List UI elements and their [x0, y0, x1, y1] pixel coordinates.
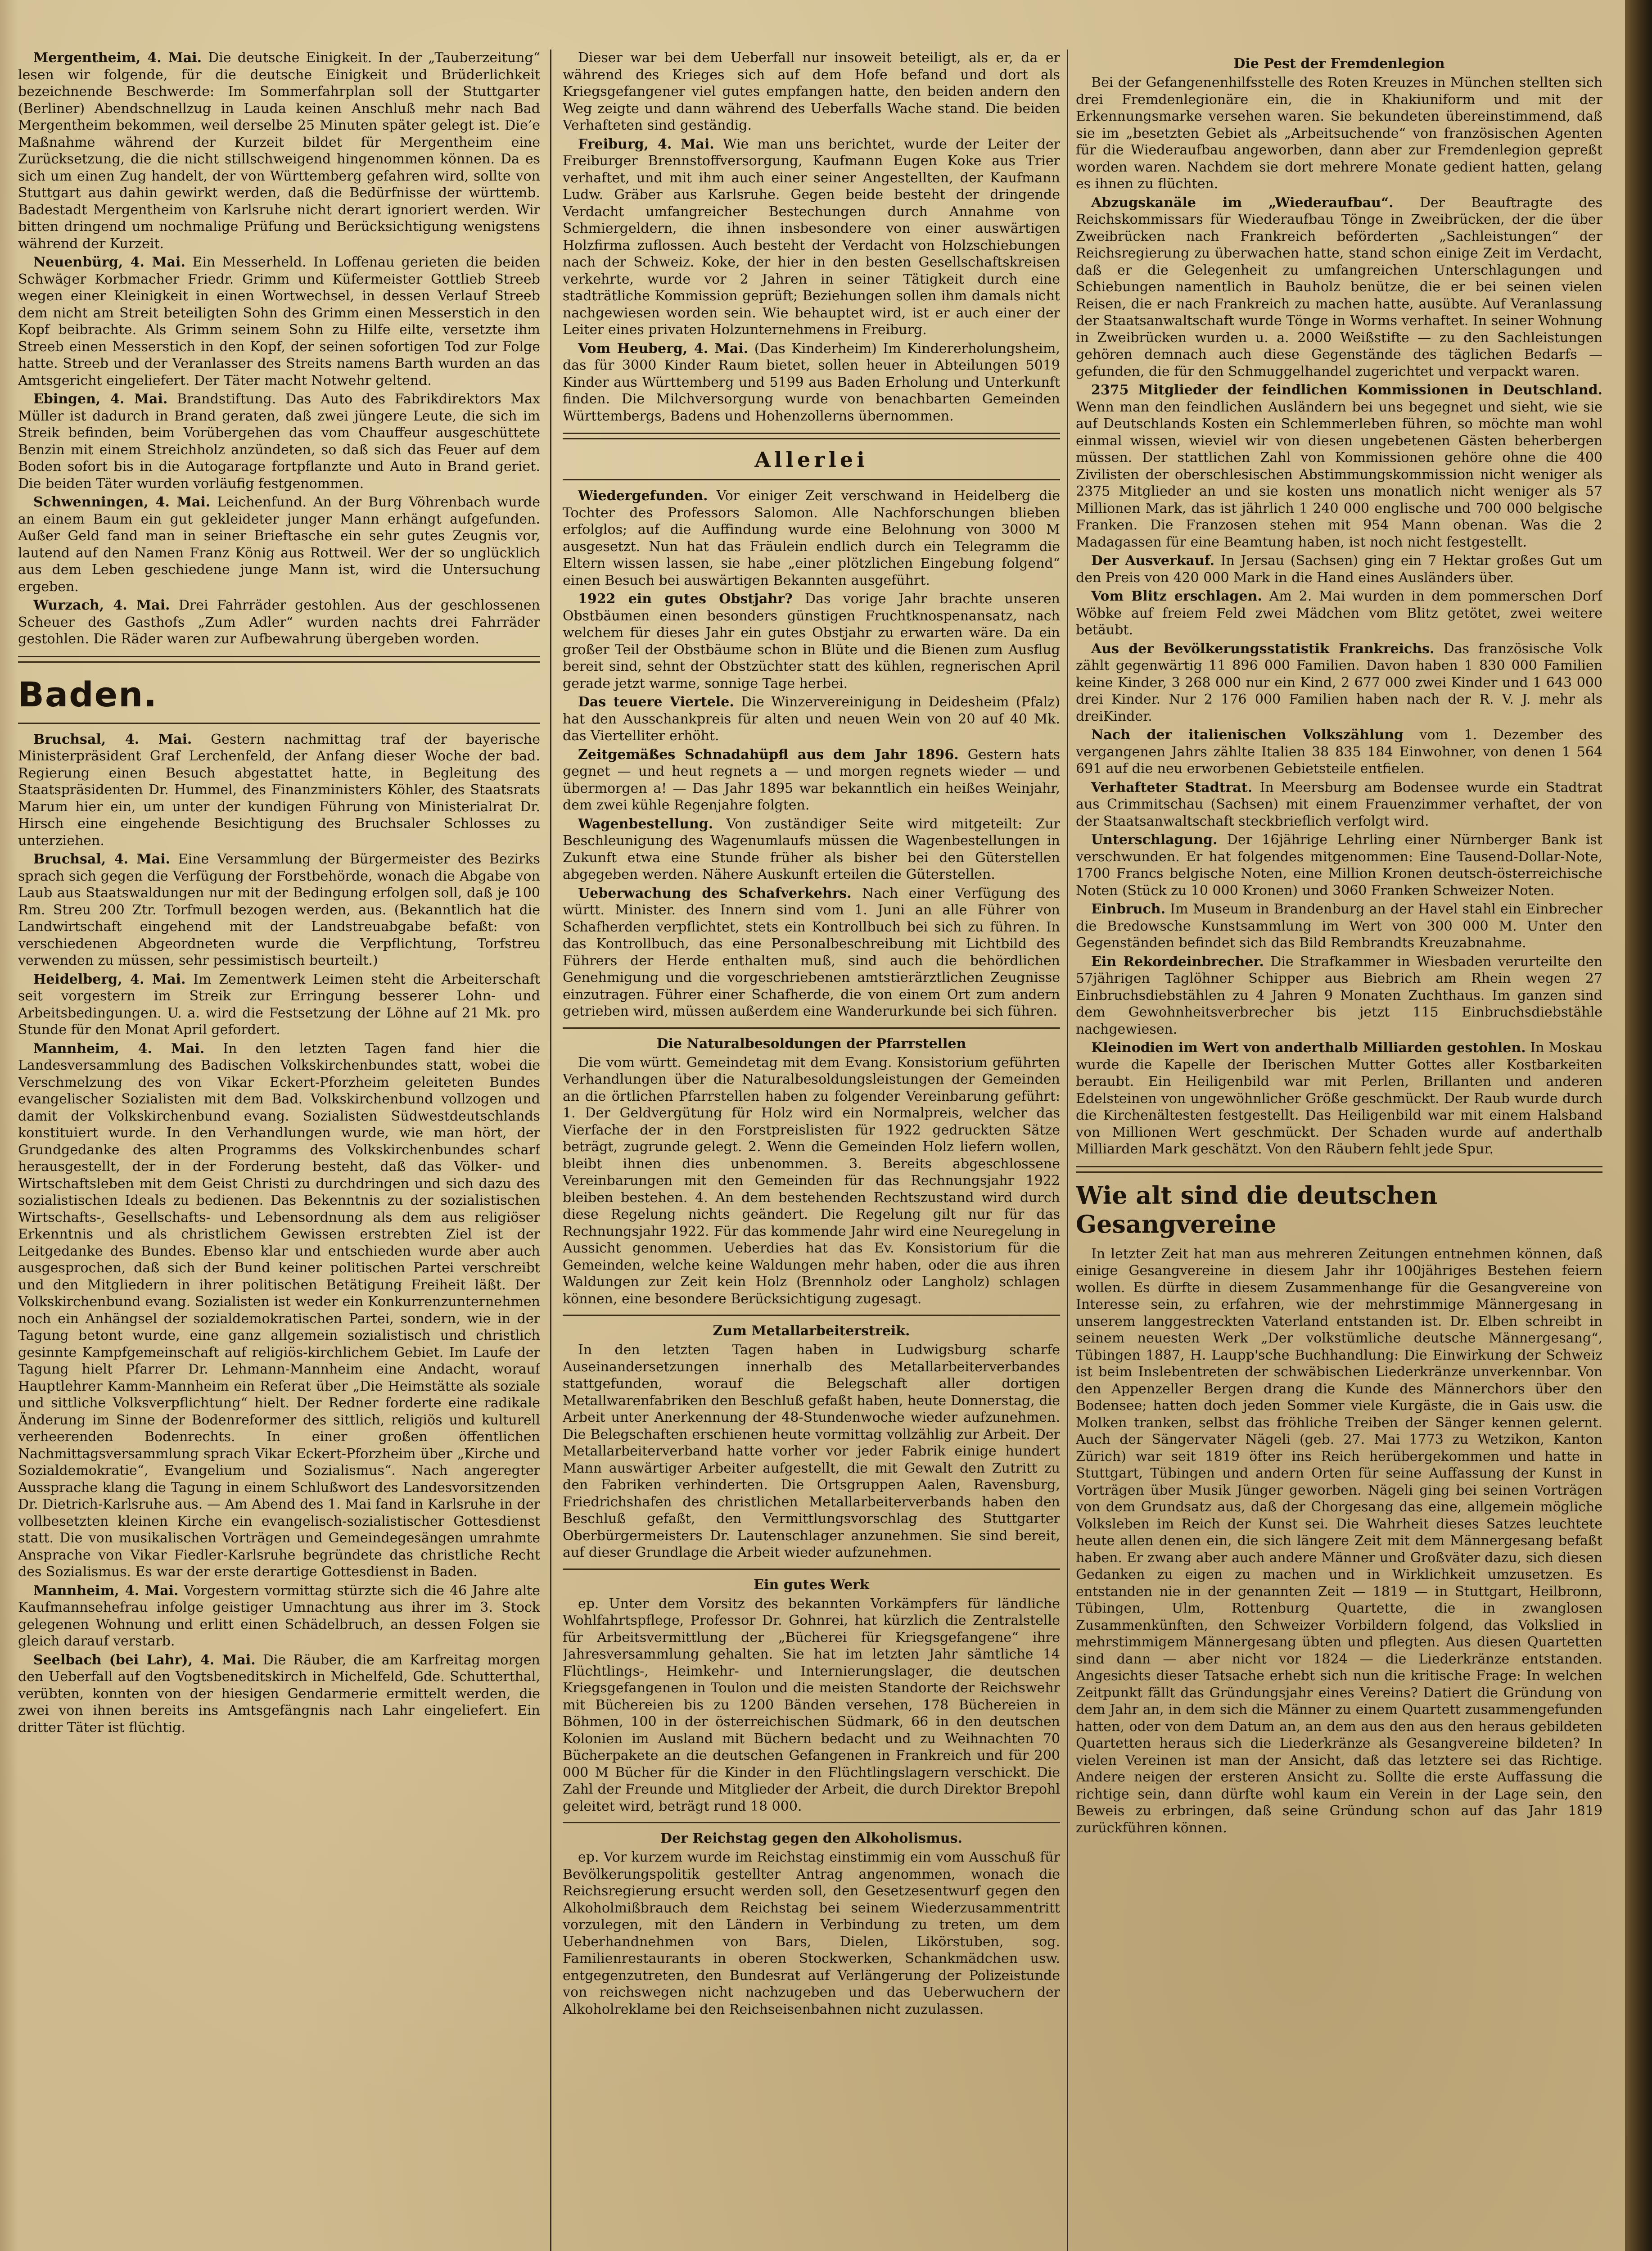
- column-1: [18, 50, 540, 2251]
- news-text: Brandstiftung. Das Auto des Fabrikdirektors Max Müller ist dadurch in Brand geraten, daß zwei jüngere Leute, die sich im Streik befinden, beim Vorübergehen das vom Chauffeur ausgeschüttete Benzin mit einem Streichholz anzündeten, so daß sich das Feuer auf dem Boden sofort bis in die Autogarage fortpflanzte und Auto in Brand geriet. Die beiden Täter wurden vorläufig festgenommen.: [18, 391, 540, 492]
- column-rule: [1067, 50, 1068, 2251]
- news-text: Dieser war bei dem Ueberfall nur insoweit beteiligt, als er, da er während des Krieges sich auf dem Hofe befand und dort als Kriegsgefangener viel gutes empfangen hatte, den beiden andern den Weg zeigte und dann während des Ueberfalls Wache stand. Die beiden Verhafteten sind geständig.: [563, 50, 1060, 133]
- news-item: [18, 1040, 540, 1581]
- dateline: Vom Heuberg, 4. Mai.: [578, 340, 749, 357]
- rule: [563, 1027, 1060, 1029]
- dateline: Kleinodien im Wert von anderthalb Milliarden gestohlen.: [1091, 1040, 1526, 1056]
- news-text: (Das Kinderheim) Im Kindererholungsheim, das für 3000 Kinder Raum bietet, sollen heuer in Abteilungen 5019 Kinder aus Württemberg und 5199 aus Baden Erholung und Unterkunft finden. Die Milchversorgung wurde von benachbarten Gemeinden Württembergs, Badens und Hohenzollerns übernommen.: [563, 340, 1060, 424]
- article-body: Die vom württ. Gemeindetag mit dem Evang. Konsistorium geführten Verhandlungen über die Naturalbesoldungsleistungen der Gemeinden an die örtlichen Pfarrstellen haben zu folgender Vereinbarung geführt: 1. Der Geldvergütung für Holz wird ein Normalpreis, welcher das Vierfache der in den Forstpreislisten für 1922 gedruckten Sätze beträgt, zugrunde gelegt. 2. Wenn die Gemeinden Holz liefern wollen, bleibt ihnen dies unbenommen. 3. Bereits abgeschlossene Vereinbarungen mit den Gemeinden für das Rechnungsjahr 1922 bleiben bestehen. 4. An dem bestehenden Rechtszustand wird durch diese Regelung nichts geändert. Die Regelung gilt nur für das Rechnungsjahr 1922. Für das kommende Jahr wird eine Neuregelung in Aussicht genommen. Ueberdies hat das Ev. Konsistorium für die Gemeinden, welche keine Waldungen mehr haben, oder die aus ihren Waldungen zur Zeit kein Holz (Brennholz oder Langholz) schlagen können, eine besondere Berücksichtigung zugesagt.: [563, 1054, 1060, 1307]
- news-item: [18, 971, 540, 1039]
- double-rule: [18, 656, 540, 663]
- news-item: [563, 50, 1060, 134]
- column-2: [563, 50, 1060, 2251]
- dateline: Mannheim, 4. Mai.: [33, 1040, 205, 1057]
- baden-articles: [18, 731, 540, 1736]
- allerlei-articles: [563, 488, 1060, 1020]
- rule: [18, 723, 540, 724]
- dateline: Bruchsal, 4. Mai.: [33, 851, 171, 867]
- news-item: [1076, 194, 1602, 380]
- section-title-allerlei: Allerlei: [754, 447, 868, 472]
- rule: [563, 1822, 1060, 1823]
- column-rule: [550, 50, 551, 2251]
- dateline: 1922 ein gutes Obstjahr?: [578, 591, 793, 607]
- dateline: Wagenbestellung.: [578, 816, 713, 832]
- news-text: Nach einer Verfügung des württ. Minister. des Innern sind vom 1. Juni an alle Führer von Schafherden verpflichtet, stets ein Kontrollbuch bei sich zu führen. In das Kontrollbuch, das eine Personalbeschreibung mit Lichtbild des Führers der Herde enthalten muß, sind auch die behördlichen Genehmigung und die vorgeschriebenen amtstierärztlichen Zeugnisse einzutragen. Führer einer Schafherde, die von einem Ort zum andern getrieben wird, müssen außerdem eine Wanderurkunde bei sich führen.: [563, 885, 1060, 1019]
- news-text: Bei der Gefangenenhilfsstelle des Roten Kreuzes in München stellten sich drei Fremdenlegionäre ein, die in Khakiuniform und mit der Erkennungsmarke versehen waren. Sie bekundeten übereinstimmend, daß sie im „besetzten Gebiet als „Arbeitsuchende“ von französischen Agenten für die Wiederaufbau angeworben, dann aber zur Fremdenlegion gepreßt worden waren. Nachdem sie dort mehrere Monate gedient hatten, gelang es ihnen zu flüchten.: [1076, 75, 1602, 192]
- dateline: Mannheim, 4. Mai.: [33, 1582, 179, 1599]
- dateline: Ueberwachung des Schafverkehrs.: [578, 885, 852, 901]
- news-text: Das vorige Jahr brachte unseren Obstbäumen einen besonders günstigen Fruchtknospenansatz, nach welchem für dieses Jahr ein gutes Obstjahr zu erwarten wäre. Da ein großer Teil der Obstbäume schon in Blüte und die Bienen zum Ausflug bereit sind, sehnt der Obstzüchter statt des kühlen, regnerischen April gerade jetzt warme, sonnige Tage herbei.: [563, 591, 1060, 692]
- news-item: [18, 1652, 540, 1736]
- news-item: [1076, 588, 1602, 639]
- dateline: Schwenningen, 4. Mai.: [33, 494, 211, 510]
- news-text: Von zuständiger Seite wird mitgeteilt: Zur Beschleunigung des Wagenumlaufs müssen die Wagenbestellungen in Zukunft etwa eine Stunde früher als bisher bei den Güterstellen abgegeben werden. Nähere Auskunft erteilen die Güterstellen.: [563, 816, 1060, 882]
- news-item: [563, 488, 1060, 589]
- news-item: [18, 494, 540, 595]
- news-item: [563, 816, 1060, 883]
- article-title: Zum Metallarbeiterstreik.: [713, 1323, 910, 1339]
- column-3: [1076, 50, 1602, 2251]
- news-text: In Moskau wurde die Kapelle der Iberischen Mutter Gottes aller Kostbarkeiten beraubt. Ein Heiligenbild war mit Perlen, Brillanten und anderen Edelsteinen von ungewöhnlicher Größe geschmückt. Der Raub wurde durch die Kirchenältesten festgestellt. Das Heiligenbild war mit einem Halsband von Millionen Wert geschmückt. Der Schaden wurde auf anderthalb Milliarden Mark geschätzt. Von den Räubern fehlt jede Spur.: [1076, 1040, 1602, 1157]
- news-item: [1076, 901, 1602, 952]
- dateline: Neuenbürg, 4. Mai.: [33, 254, 185, 270]
- dateline: Nach der italienischen Volkszählung: [1091, 727, 1404, 743]
- news-text: Ein Messerheld. In Loffenau gerieten die beiden Schwäger Korbmacher Friedr. Grimm und Küfermeister Gottlieb Streeb wegen einer Kleinigkeit in einen Wortwechsel, in dessen Verlauf Streeb dem nicht am Streit beteiligten Sohn des Grimm einen Messerstich in den Kopf beibrachte. Als Grimm seinem Sohn zu Hilfe eilte, versetzte ihm Streeb einen Messerstich in den Kopf, der seinen sofortigen Tod zur Folge hatte. Streeb und der Veranlasser des Streits namens Barth wurden an das Amtsgericht eingeliefert. Der Täter macht Notwehr geltend.: [18, 254, 540, 389]
- news-item: [1076, 727, 1602, 777]
- news-item: [1076, 779, 1602, 830]
- article-body: In den letzten Tagen haben in Ludwigsburg scharfe Auseinandersetzungen innerhalb des Metallarbeiterverbandes stattgefunden, worauf die Belegschaft aller dortigen Metallwarenfabriken den Beschluß gefaßt haben, heute Donnerstag, die Arbeit unter Anerkennung der 48-Stundenwoche wieder aufzunehmen. Die Belegschaften erschienen heute vormittag vollzählig zur Arbeit. Der Metallarbeiterverband hatte vorher vor jeder Fabrik einige hundert Mann auswärtiger Arbeiter aufgestellt, die mit Gewalt den Zutritt zu den Fabriken verhinderten. Die Ortsgruppen Aalen, Ravensburg, Friedrichshafen des christlichen Metallarbeiterverbands haben den Beschluß gefaßt, den Vermittlungsvorschlag des Stuttgarter Oberbürgermeisters Dr. Lautenschlager anzunehmen. Sie sind bereit, auf dieser Grundlage die Arbeit wieder aufzunehmen.: [563, 1342, 1060, 1560]
- news-text: Gestern hats gegnet — und heut regnets a — und morgen regnets wieder — und übermorgen a! — Das Jahr 1895 war bekanntlich ein heißes Weinjahr, dem zwei kühle Regenjahre folgten.: [563, 746, 1060, 813]
- news-item: [18, 731, 540, 850]
- news-text: In Jersau (Sachsen) ging ein 7 Hektar großes Gut um den Preis von 420 000 Mark in die Hand eines Ausländers über.: [1076, 553, 1602, 586]
- news-item: [563, 591, 1060, 692]
- news-text: Die Räuber, die am Karfreitag morgen den Ueberfall auf den Vogtsbeneditskirch in Michelfeld, Gde. Schutterthal, verübten, konnten von der hiesigen Gendarmerie ermittelt werden, die zwei von ihnen bereits ins Amtsgefängnis nach Lahr eingeliefert. Ein dritter Täter ist flüchtig.: [18, 1652, 540, 1736]
- news-text: Gestern nachmittag traf der bayerische Ministerpräsident Graf Lerchenfeld, der Anfang dieser Woche der bad. Regierung einen Besuch abgestattet hatte, in Begleitung des Staatspräsidenten Dr. Hummel, des Finanzministers Köhler, des Staatsrats Marum hier ein, um unter der kundigen Führung von Ministerialrat Dr. Hirsch eine eingehende Besichtigung des Bruchsaler Schlosses zu unterziehen.: [18, 731, 540, 849]
- article-title: Die Pest der Fremdenlegion: [1233, 56, 1445, 72]
- dateline: Heidelberg, 4. Mai.: [33, 971, 186, 987]
- article-headline: Wie alt sind die deutschen Gesangvereine: [1076, 1180, 1438, 1239]
- dateline: Ein Rekordeinbrecher.: [1091, 954, 1264, 970]
- dateline: Abzugskanäle im „Wiederaufbau“.: [1091, 194, 1394, 211]
- news-text: Am 2. Mai wurden in dem pommerschen Dorf Wöbke auf freiem Feld zwei Mädchen vom Blitz getötet, zwei weitere betäubt.: [1076, 588, 1602, 638]
- news-text: Wenn man den feindlichen Ausländern bei uns begegnet und sieht, wie sie auf Deutschlands Kosten ein Schlemmerleben führen, so möchte man wohl einmal wissen, wieviel wir von diesen ungebetenen Gästen beherbergen müssen. Der stattlichen Zahl von Kommissionen gehöre ohne die 400 Zivilisten der oberschlesischen Abstimmungskommission nicht weniger als 2375 Mitglieder an und sie kosten uns monatlich nicht weniger als 57 Millionen Mark, das ist jährlich 1 240 000 englische und 700 000 belgische Franken. Die Franzosen stehen mit 954 Mann obenan. Was die 2 Madagassen für eine Beamtung haben, ist noch nicht festgestellt.: [1076, 399, 1602, 550]
- article-body: In letzter Zeit hat man aus mehreren Zeitungen entnehmen können, daß einige Gesangvereine in diesem Jahr ihr 100jähriges Bestehen feiern wollen. Es dürfte in diesem Zusammenhange für die Gesangvereine von Interesse sein, zu erfahren, wie der mehrstimmige Männergesang in unserem langgestreckten Vaterland entstanden ist. Dr. Elben schreibt in seinem neuesten Werk „Der volkstümliche deutsche Männergesang“, Tübingen 1887, H. Laupp'sche Buchhandlung: Die Einwirkung der Schweiz ist beim Inslebentreten der schwäbischen Liederkränze unverkennbar. Von den Appenzeller Bergen drang die Kunde des Männerchors über den Bodensee; hatten doch jeden Sommer viele Kurgäste, die in Gais usw. die Molken tranken, selbst das fröhliche Treiben der Sänger kennen gelernt. Auch der Sängervater Nägeli (geb. 27. Mai 1773 zu Wetzikon, Kanton Zürich) war seit 1819 öfter ins Reich herübergekommen und hatte in Stuttgart, Tübingen und andern Orten für seine Auffassung der Kunst in Vorträgen über Musik Jünger geworben. Nägeli ging bei seinen Vorträgen von dem Grundsatz aus, daß der Chorgesang das eine, allgemein mögliche Volksleben im Reich der Kunst sei. Die Wahrheit dieses Satzes leuchtete heute allen denen ein, die sich längere Zeit mit dem Männergesang befaßt haben. Er zwang aber auch andere Männer und Großväter dazu, sich diesen Gedanken zu eigen zu machen und in Wirklichkeit umzusetzen. Es entstanden nie in der genannten Zeit — 1819 — in Stuttgart, Heilbronn, Tübingen, Ulm, Rottenburg Quartette, die in zwanglosen Zusammenkünften, den Schweizer Vorbildern folgend, das Volkslied in mehrstimmigem Männergesang übten und pflegten. Aus diesen Quartetten sind dann — aber nicht vor 1824 — die Liederkränze entstanden. Angesichts dieser Tatsache erhebt sich nun die kritische Frage: In welchen Zeitpunkt fällt das Gründungsjahr eines Vereins? Datiert die Gründung von dem Jahr an, in dem sich die Männer zu einem Quartett zusammengefunden hatten, oder von dem Datum an, an dem aus den aus den heraus gebildeten Quartetten heraus sich die Liederkränze als Gesangvereine bildeten? In vielen Vereinen ist man der Ansicht, daß das letztere sei das Richtige. Andere neigen der ersteren Ansicht zu. Sollte die erste Auffassung die richtige sein, dann dürfte wohl kaum ein Verein in der Lage sein, den Beweis zu erbringen, daß seine Gründung schon auf das Jahr 1819 zurückführen können.: [1076, 1246, 1602, 1836]
- news-text: Die Winzervereinigung in Deidesheim (Pfalz) hat den Ausschankpreis für alten und neuen Wein von 20 auf 40 Mk. das Viertelliter erhöht.: [563, 694, 1060, 744]
- news-item: [1076, 74, 1602, 193]
- column-1-articles: [18, 50, 540, 648]
- news-text: Wie man uns berichtet, wurde der Leiter der Freiburger Brennstoffversorgung, Kaufmann Eugen Koke aus Trier verhaftet, und mit ihm auch einer seiner Angestellten, der Kaufmann Ludw. Gräber aus Karlsruhe. Gegen beide besteht der dringende Verdacht umfangreicher Bestechungen durch Annahme von Schmiergeldern, die ihnen insbesondere von einer auswärtigen Holzfirma zuflossen. Auch besteht der Verdacht von Holzschiebungen nach der Schweiz. Koke, der hier in den besten Gesellschaftskreisen verkehrte, wurde vor 2 Jahren in seiner Tätigkeit durch eine stadträtliche Kommission geprüft; Beziehungen sollen ihm damals nicht nachgewiesen worden sein. Wie behauptet wird, ist er auch einer der Leiter eines privaten Holzunternehmens in Freiburg.: [563, 136, 1060, 338]
- dateline: Wurzach, 4. Mai.: [33, 597, 170, 613]
- news-item: [18, 851, 540, 969]
- dateline: Mergentheim, 4. Mai.: [33, 50, 202, 66]
- rule: [563, 479, 1060, 480]
- news-item: [18, 597, 540, 648]
- news-text: Der Beauftragte des Reichskommissars für Wiederaufbau Tönge in Zweibrücken, der die über Zweibrücken nach Frankreich beförderten „Sachleistungen“ der Reichsregierung zu überwachen hatte, stand schon einige Zeit im Verdacht, daß er die Gelegenheit zu umfangreichen Unterschlagungen und Schiebungen namentlich in Bauholz benütze, die er bei seinen vielen Reisen, die er nach Frankreich zu machen hatte, ausübte. Auf Veranlassung der Staatsanwaltschaft wurde Tönge in Worms verhaftet. In seiner Wohnung in Zweibrücken wurden u. a. 2000 Weißstifte — zu den Sachleistungen gehören demnach auch diese Gegenstände des täglichen Bedarfs — gefunden, die für den Schmuggelhandel zugerichtet und verpackt waren.: [1076, 194, 1602, 380]
- news-item: [1076, 1040, 1602, 1158]
- news-text: In den letzten Tagen fand hier die Landesversammlung des Badischen Volkskirchenbundes statt, wobei die Verschmelzung des von Vikar Eckert-Pforzheim geleiteten Bundes evangelischer Sozialisten mit dem Bad. Volkskirchenbund vollzogen und damit der Volkskirchenbund evang. Sozialisten Südwestdeutschlands konstituiert wurde. In den Verhandlungen wurde, wie man hört, der Grundgedanke des alten Programms des Volkskirchenbundes scharf herausgestellt, der in der Forderung besteht, daß das Völker- und Wirtschaftsleben mit dem Geist Christi zu durchdringen und sich dazu des sozialistischen Ideals zu bedienen. Das Bekenntnis zu der sozialistischen Wirtschafts-, Gesellschafts- und Lebensordnung als dem aus religiöser Erkenntnis und als christlichem Gewissen erstrebten Ziel ist der Leitgedanke des Bundes. Ebenso klar und entschieden wurde aber auch ausgesprochen, daß sich der Bund keiner politischen Partei verschreibt und den Mitgliedern in ihrer politischen Betätigung Freiheit läßt. Der Volkskirchenbund evang. Sozialisten ist weder ein Konkurrenzunternehmen noch ein Anhängsel der sozialdemokratischen Partei, sondern, wie in der Tagung betont wurde, eine ganz allgemein sozialistisch und christlich gesinnte Kampfgemeinschaft auf religiös-kirchlichem Gebiet. Im Laufe der Tagung hielt Pfarrer Dr. Lehmann-Mannheim eine Andacht, worauf Hauptlehrer Kamm-Mannheim ein Referat über „Die Heimstätte als soziale und sittliche Volksverpflichtung“ hielt. Der Redner forderte eine radikale Änderung im Sinne der Bodenreformer des sittlich, religiös und kulturell verheerenden Bodenrechts. In einer großen öffentlichen Nachmittagsversammlung sprach Vikar Eckert-Pforzheim über „Kirche und Sozialdemokratie“, Evangelium und Sozialismus“. Nach angeregter Aussprache klang die Tagung in einem Schlußwort des Landesvorsitzenden Dr. Dietrich-Karlsruhe aus. — Am Abend des 1. Mai fand in Karlsruhe in der vollbesetzten kleinen Kirche ein evangelisch-sozialistischer Gottesdienst statt. Die von musikalischen Vorträgen und Gemeindegesängen umrahmte Ansprache von Vikar Fiedler-Karlsruhe begründete das christliche Recht des Sozialismus. Es war der erste derartige Gottesdienst in Baden.: [18, 1040, 540, 1580]
- dateline: Aus der Bevölkerungsstatistik Frankreichs.: [1091, 641, 1435, 657]
- dateline: Wiedergefunden.: [578, 488, 708, 504]
- double-rule: [563, 433, 1060, 439]
- news-item: [18, 254, 540, 389]
- dateline: Zeitgemäßes Schnadahüpfl aus dem Jahr 1896.: [578, 746, 959, 763]
- news-item: [563, 885, 1060, 1020]
- dateline: 2375 Mitglieder der feindlichen Kommissionen in Deutschland.: [1091, 382, 1602, 398]
- dateline: Bruchsal, 4. Mai.: [33, 731, 192, 747]
- dateline: Unterschlagung.: [1091, 832, 1218, 848]
- double-rule: [1076, 1166, 1602, 1173]
- news-item: [1076, 954, 1602, 1038]
- news-text: Die Strafkammer in Wiesbaden verurteilte den 57jährigen Taglöhner Schipper aus Biebrich am Rhein wegen 27 Einbruchsdiebstählen zu 4 Jahren 9 Monaten Zuchthaus. Im ganzen sind dem Gewohnheitsverbrecher bis jetzt 115 Einbruchsdiebstähle nachgewiesen.: [1076, 954, 1602, 1037]
- dateline: Das teuere Viertele.: [578, 694, 734, 710]
- news-item: [18, 1582, 540, 1650]
- news-text: vom 1. Dezember des vergangenen Jahrs zählte Italien 38 835 184 Einwohner, von denen 1 564 691 auf die neu erworbenen Gebietsteile entfielen.: [1076, 727, 1602, 777]
- news-item: [1076, 832, 1602, 899]
- article-title: Die Naturalbesoldungen der Pfarrstellen: [656, 1035, 966, 1052]
- section-title-baden: Baden.: [18, 674, 158, 714]
- news-item: [1076, 382, 1602, 551]
- rule: [563, 1315, 1060, 1316]
- column-2-articles: [563, 50, 1060, 425]
- news-text: Vor einiger Zeit verschwand in Heidelberg die Tochter des Professors Salomon. Alle Nachforschungen blieben erfolglos; auf die Auffindung wurde eine Belohnung von 3000 M ausgesetzt. Nun hat das Fräulein endlich durch ein Telegramm die Eltern wissen lassen, sie habe „einer plötzlichen Eingebung folgend“ einen Besuch bei auswärtigen Bekannten ausgeführt.: [563, 488, 1060, 588]
- news-item: [18, 50, 540, 252]
- news-text: Leichenfund. An der Burg Vöhrenbach wurde an einem Baum ein gut gekleideter junger Mann erhängt aufgefunden. Außer Geld fand man in seiner Brieftasche ein sehr gutes Zeugnis vor, lautend auf den Namen Franz König aus Rottweil. Wer der so unglücklich aus dem Leben geschiedene junge Mann ist, wird die Untersuchung ergeben.: [18, 494, 540, 595]
- dateline: Einbruch.: [1091, 901, 1166, 917]
- dateline: Seelbach (bei Lahr), 4. Mai.: [33, 1652, 256, 1668]
- dateline: Vom Blitz erschlagen.: [1091, 588, 1262, 604]
- news-text: Eine Versammlung der Bürgermeister des Bezirks sprach sich gegen die Verfügung der Forstbehörde, wonach die Abgabe von Laub aus Staatswaldungen nur mit der Bedingung erfolgen soll, daß je 100 Rm. Streu 200 Ztr. Torfmull bezogen werden, aus. (Bekanntlich hat die Landwirtschaft eingehend mit der Landstreuabgabe befaßt: von verschiedenen Abgeordneten wurde die Verpflichtung, Torfstreu verwenden zu müssen, sehr pessimistisch beurteilt.): [18, 851, 540, 968]
- column-3-articles: [1076, 56, 1602, 1158]
- dateline: Der Ausverkauf.: [1091, 553, 1215, 569]
- news-item: [563, 340, 1060, 425]
- news-item: [1076, 552, 1602, 586]
- page-edge: [1625, 0, 1652, 2251]
- dateline: Freiburg, 4. Mai.: [578, 136, 714, 152]
- dateline: Ebingen, 4. Mai.: [33, 391, 168, 407]
- dateline: Verhafteter Stadtrat.: [1091, 779, 1253, 796]
- news-text: Vorgestern vormittag stürzte sich die 46 Jahre alte Kaufmannsehefrau infolge geistiger Umnachtung aus ihrer im 3. Stock gelegenen Wohnung und erlitt einen Schädelbruch, an dessen Folgen sie gleich darauf verstarb.: [18, 1582, 540, 1649]
- news-item: [563, 136, 1060, 339]
- news-text: Drei Fahrräder gestohlen. Aus der geschlossenen Scheuer des Gasthofs „Zum Adler“ wurden nachts drei Fahrräder gestohlen. Die Räder waren zur Aufbewahrung übergeben worden.: [18, 597, 540, 647]
- news-text: Der 16jährige Lehrling einer Nürnberger Bank ist verschwunden. Er hat folgendes mitgenommen: Eine Tausend-Dollar-Note, 1700 Francs belgische Noten, eine Million Kronen deutsch-österreichische Noten (Stück zu 10 000 Kronen) und 3060 Franken Schweizer Noten.: [1076, 832, 1602, 899]
- news-item: [563, 746, 1060, 814]
- news-text: Das französische Volk zählt gegenwärtig 11 896 000 Familien. Davon haben 1 830 000 Familien keine Kinder, 3 268 000 nur ein Kind, 2 677 000 zwei Kinder und 1 643 000 drei Kinder. Nur 2 176 000 Familien haben nach der R. V. J. mehr als dreiKinder.: [1076, 641, 1602, 724]
- article-title: Der Reichstag gegen den Alkoholismus.: [660, 1831, 962, 1846]
- article-body: ep. Unter dem Vorsitz des bekannten Vorkämpfers für ländliche Wohlfahrtspflege, Professor Dr. Gohnrei, hat kürzlich die Zentralstelle für Arbeitsvermittlung der „Bücherei für Kriegsgefangene“ ihre Jahresversammlung gehalten. Sie hat im letzten Jahr sämtliche 14 Flüchtlings-, Heimkehr- und Internierungslager, die deutschen Kriegsgefangenen in Toulon und die meisten Standorte der Reichswehr mit Büchereien bis zu 1200 Bänden versehen, 178 Büchereien in Böhmen, 100 in der österreichischen Südmark, 66 in den deutschen Kolonien im Ausland mit Büchern bedacht und zu Weihnachten 70 Bücherpakete an die deutschen Gefangenen in Frankreich und für 200 000 M Bücher für die Kinder in den Flüchtlingslagern verschickt. Die Zahl der Freunde und Mitglieder der Arbeit, die durch Direktor Brepohl geleitet wird, beträgt rund 18 000.: [563, 1596, 1060, 1814]
- article-title: Ein gutes Werk: [754, 1577, 869, 1593]
- rule: [563, 1568, 1060, 1570]
- news-item: [18, 391, 540, 492]
- news-text: Im Zementwerk Leimen steht die Arbeiterschaft seit vorgestern im Streik zur Erringung besserer Lohn- und Arbeitsbedingungen. U. a. wird die Festsetzung der Löhne auf 21 Mk. pro Stunde für den Monat April gefordert.: [18, 971, 540, 1038]
- news-text: Im Museum in Brandenburg an der Havel stahl ein Einbrecher die Bredowsche Kunstsammlung im Wert von 300 000 M. Unter den Gegenständen befindet sich das Bild Rembrandts Kreuzabnahme.: [1076, 901, 1602, 951]
- news-text: In Meersburg am Bodensee wurde ein Stadtrat aus Crimmitschau (Sachsen) mit einem Frauenzimmer verhaftet, der von der Staatsanwaltschaft steckbrieflich verfolgt wird.: [1076, 779, 1602, 829]
- news-item: [563, 694, 1060, 745]
- news-text: Die deutsche Einigkeit. In der „Tauberzeitung“ lesen wir folgende, für die deutsche Einigkeit und Brüderlichkeit bezeichnende Beschwerde: Im Sommerfahrplan soll der Stuttgarter (Berliner) Abendschnellzug in Lauda keinen Anschluß mehr nach Bad Mergentheim bekommen, weil derselbe 25 Minuten später gelegt ist. Die’e Maßnahme während der Kurzeit bildet für Mergentheim eine Zurücksetzung, die die nicht stillschweigend hingenommen können. Da es sich um einen Zug handelt, der von Württemberg gefahren wird, sollte von Stuttgart aus dahin gewirkt werden, daß die Bedürfnisse der württemb. Badestadt Mergentheim von Karlsruhe nicht derart ignoriert werden. Wir bitten dringend um nochmalige Prüfung und Berücksichtigung wenigstens während der Kurzeit.: [18, 50, 540, 252]
- news-item: [1076, 641, 1602, 725]
- article-body: ep. Vor kurzem wurde im Reichstag einstimmig ein vom Ausschuß für Bevölkerungspolitik gestellter Antrag angenommen, wonach die Reichsregierung ersucht werden soll, den Gesetzesentwurf gegen den Alkoholmißbrauch dem Reichstag bei seinem Wiederzusammentritt vorzulegen, mit den Ländern in Verbindung zu treten, um dem Ueberhandnehmen von Bars, Dielen, Likörstuben, sog. Familienrestaurants in oberen Stockwerken, Schankmädchen usw. entgegenzutreten, den Bundesrat auf Verlängerung der Polizeistunde von reichswegen nicht nachzugeben und das Ueberwuchern der Alkoholreklame bei den Reichseisenbahnen nicht zuzulassen.: [563, 1849, 1060, 2017]
